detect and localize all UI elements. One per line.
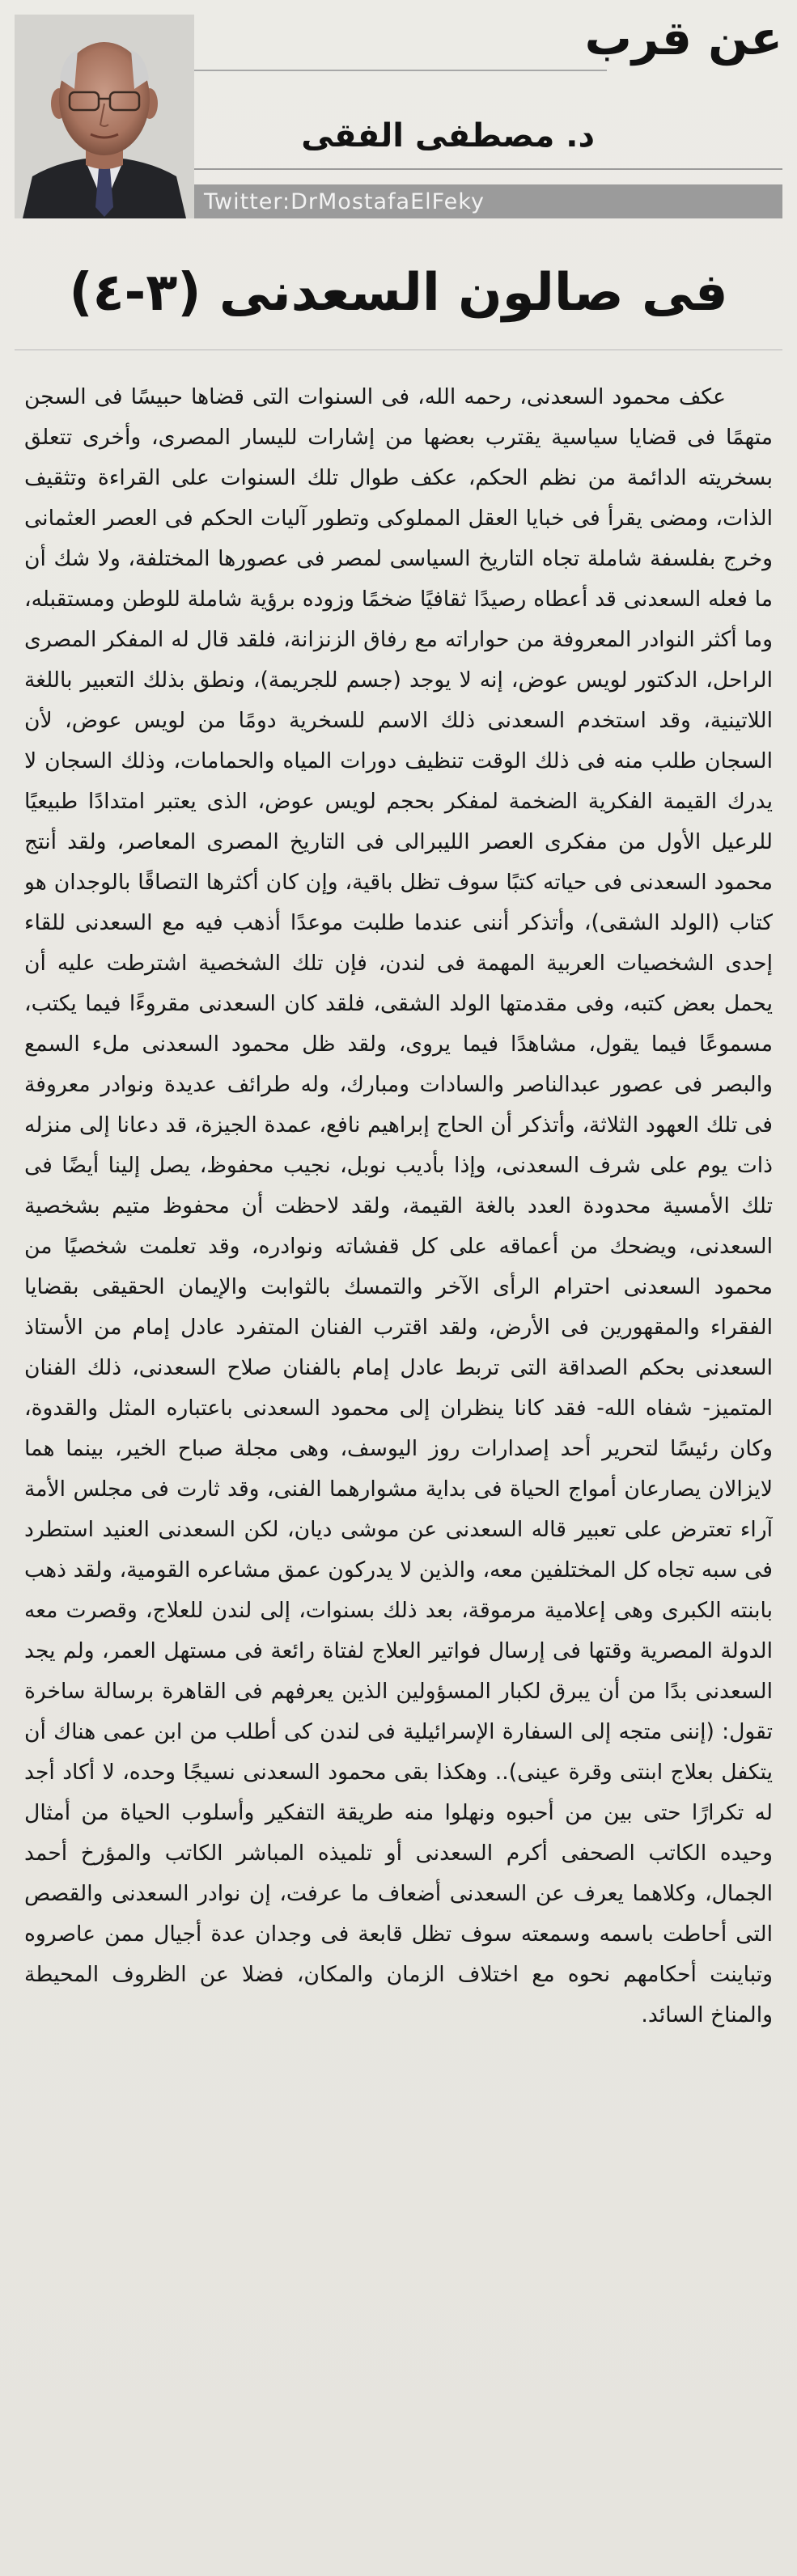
article-title: فى صالون السعدنى (٣-٤) xyxy=(69,263,728,323)
author-portrait-image xyxy=(15,15,194,218)
header-divider xyxy=(194,70,607,71)
column-header xyxy=(0,0,797,222)
twitter-handle-text: Twitter:DrMostafaElFeky xyxy=(204,189,485,214)
author-portrait xyxy=(15,15,194,218)
column-name: عن قرب xyxy=(584,11,782,66)
author-name: د. مصطفى الفقى xyxy=(301,117,595,155)
article-paragraph: عكف محمود السعدنى، رحمه الله، فى السنوات التى قضاها حبيسًا فى السجن متهمًا فى قضايا سياسية يقترب بعضها من إشارات لليسار المصرى، وأخرى تتعلق بسخريته الدائمة من نظم الحكم، عكف طوال تلك السنوات على القراءة وتثقيف الذات، ومضى يقرأ فى خبايا العقل المملوكى وتطور آليات الحكم فى العصر العثمانى وخرج بفلسفة شاملة تجاه التاريخ السياسى لمصر فى عصورها المختلفة، ولا شك أن ما فعله السعدنى قد أعطاه رصيدًا ثقافيًا ضخمًا وزوده برؤية شاملة للوطن ومستقبله، وما أكثر النوادر المعروفة من حواراته مع رفاق الزنزانة، فلقد قال له المفكر المصرى الراحل، الدكتور لويس عوض، إنه لا يوجد (جسم للجريمة)، ونطق بذلك التعبير باللغة اللاتينية، وقد استخدم السعدنى ذلك الاسم للسخرية دومًا من لويس عوض، لأن السجان طلب منه فى ذلك الوقت تنظيف دورات المياه والحمامات، وذلك السجان لا يدرك القيمة الفكرية الضخمة لمفكر بحجم لويس عوض، الذى يعتبر امتدادًا طبيعيًا للرعيل الأول من مفكرى العصر الليبرالى فى التاريخ المصرى المعاصر، ولقد أنتج محمود السعدنى فى حياته كتبًا سوف تظل باقية، وإن كان أكثرها التصاقًا بالوجدان هو كتاب (الولد الشقى)، وأتذكر أننى عندما طلبت موعدًا أذهب فيه مع السعدنى للقاء إحدى الشخصيات العربية المهمة فى لندن، فإن تلك الشخصية اشترطت عليه أن يحمل بعض كتبه، وفى مقدمتها الولد الشقى، فلقد كان السعدنى مقروءًا فيما يكتب، مسموعًا فيما يقول، مشاهدًا فيما يروى، ولقد ظل محمود السعدنى ملء السمع والبصر فى عصور عبدالناصر والسادات ومبارك، وله طرائف عديدة ونوادر معروفة فى تلك العهود الثلاثة، وأتذكر أن الحاج إبراهيم نافع، عمدة الجيزة، قد دعانا إلى منزله ذات يوم على شرف السعدنى، وإذا بأديب نوبل، نجيب محفوظ، يصل إلينا أيضًا فى تلك الأمسية محدودة العدد بالغة القيمة، ولقد لاحظت أن محفوظ متيم بشخصية السعدنى، ويضحك من أعماقه على كل قفشاته ونوادره، وقد تعلمت شخصيًا من محمود السعدنى احترام الرأى الآخر والتمسك بالثوابت والإيمان الحقيقى بقضايا الفقراء والمقهورين فى الأرض، ولقد اقترب الفنان المتفرد عادل إمام من الأستاذ السعدنى بحكم الصداقة التى تربط عادل إمام بالفنان صلاح السعدنى، ذلك الفنان المتميز- شفاه الله- فقد كانا ينظران إلى محمود السعدنى باعتباره المثل والقدوة، وكان رئيسًا لتحرير أحد إصدارات روز اليوسف، وهى مجلة صباح الخير، بينما هما لايزالان يصارعان أمواج الحياة فى بداية مشوارهما الفنى، وقد ثارت فى مجلس الأمة آراء تعترض على تعبير قاله السعدنى عن موشى ديان، لكن السعدنى العنيد استطرد فى سبه تجاه كل المختلفين معه، والذين لا يدركون عمق مشاعره القومية، ولقد ذهب بابنته الكبرى وهى إعلامية مرموقة، بعد ذلك بسنوات، إلى لندن للعلاج، وقصرت معه الدولة المصرية وقتها فى إرسال فواتير العلاج لفتاة رائعة فى مستهل العمر، ولم يجد السعدنى بدًا من أن يبرق لكبار المسؤولين الذين يعرفهم فى القاهرة برسالة ساخرة تقول: (إننى متجه إلى السفارة الإسرائيلية فى لندن كى أطلب من ابن عمى هناك أن يتكفل بعلاج ابنتى وقرة عينى).. وهكذا بقى محمود السعدنى نسيجًا وحده، لا أكاد أجد له تكرارًا حتى بين من أحبوه ونهلوا منه طريقة التفكير وأسلوب الحياة من أمثال وحيده الكاتب الصحفى أكرم السعدنى أو تلميذه المباشر الكاتب والمؤرخ أحمد الجمال، وكلاهما يعرف عن السعدنى أضعاف ما عرفت، إن نوادر السعدنى والقصص التى أحاطت باسمه وسمعته سوف تظل قابعة فى وجدان عدة أجيال ممن عاصروه وتباينت أحكامهم نحوه مع اختلاف الزمان والمكان، فضلا عن الظروف المحيطة والمناخ السائد. xyxy=(24,384,773,2027)
twitter-handle xyxy=(194,184,782,218)
header-divider xyxy=(194,168,782,170)
article-body xyxy=(24,377,773,2545)
